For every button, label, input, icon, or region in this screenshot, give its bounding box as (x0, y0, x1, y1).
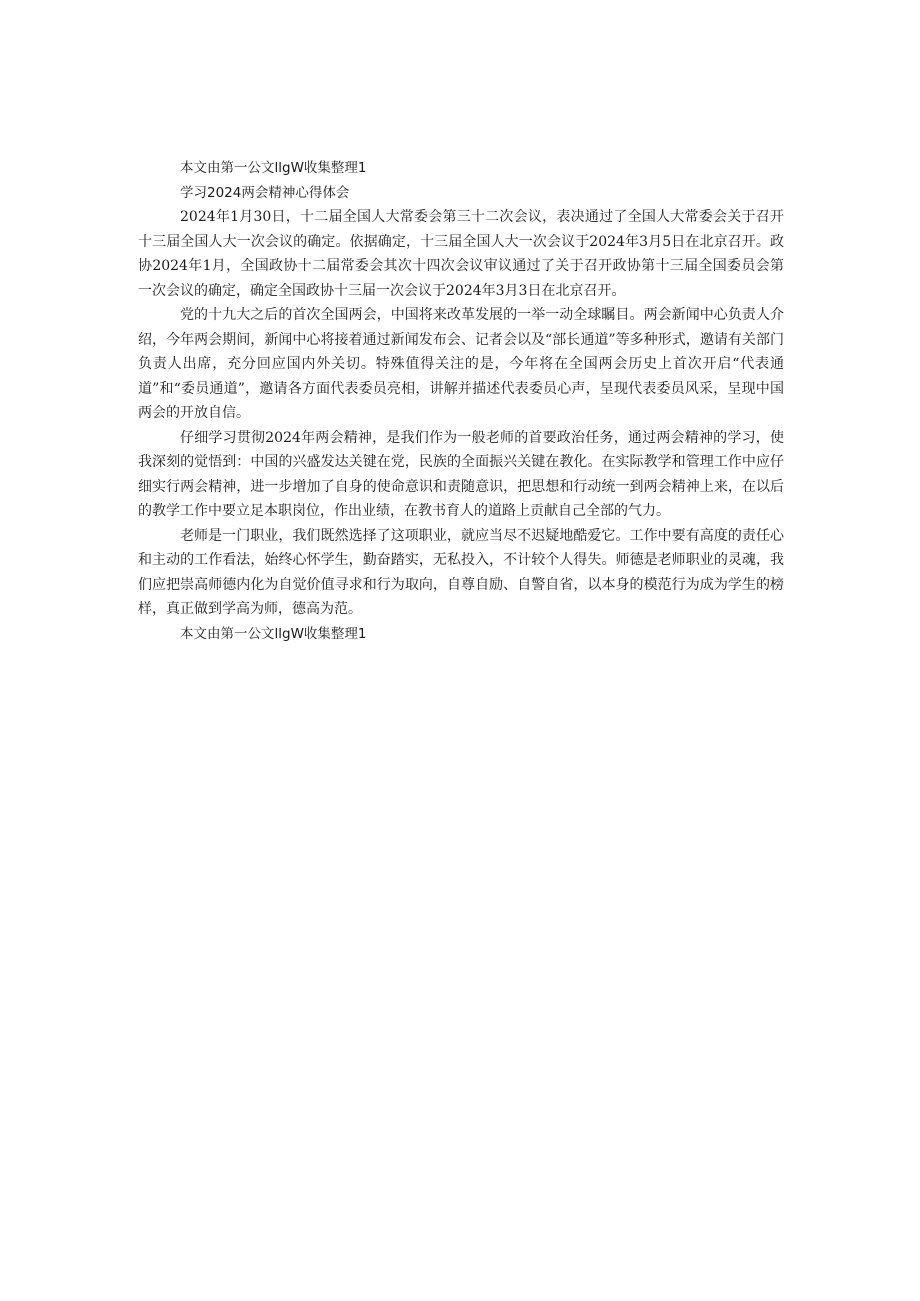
document-title: 学习2024两会精神心得体会 (180, 184, 350, 201)
paragraph-4: 老师是一门职业，我们既然选择了这项职业，就应当尽不迟疑地酷爱它。工作中要有高度的责任心和主动的工作看法，始终心怀学生，勤奋踏实，无私投入，不计较个人得失。师德是老师职业的灵魂，我们应把崇高师德内化为自觉价值寻求和行为取向，自尊自励、自警自省，以本身的模范行为成为学生的榜样，真正做到学高为师，德高为范。 (138, 527, 784, 617)
footer-note: 本文由第一公文llgW收集整理1 (180, 625, 367, 642)
document-page (138, 156, 784, 646)
header-note: 本文由第一公文llgW收集整理1 (180, 160, 367, 176)
paragraph-1: 2024年1月30日，十二届全国人大常委会第三十二次会议，表决通过了全国人大常委会关于召开十三届全国人大一次会议的确定。依据确定，十三届全国人大一次会议于2024年3月5日在北京召开。政协2024年1月，全国政协十二届常委会其次十四次会议审议通过了关于召开政协第十三届全国委员会第一次会议的确定，确定全国政协十三届一次会议于2024年3月3日在北京召开。 (138, 209, 784, 299)
paragraph-2: 党的十九大之后的首次全国两会，中国将来改革发展的一举一动全球瞩目。两会新闻中心负责人介绍，今年两会期间，新闻中心将接着通过新闻发布会、记者会以及“部长通道”等多种形式，邀请有关部门负责人出席，充分回应国内外关切。特殊值得关注的是，今年将在全国两会历史上首次开启“代表通道”和“委员通道”，邀请各方面代表委员亮相，讲解并描述代表委员心声，呈现代表委员风采，呈现中国两会的开放自信。 (138, 307, 784, 421)
paragraph-3: 仔细学习贯彻2024年两会精神，是我们作为一般老师的首要政治任务，通过两会精神的学习，使我深刻的觉悟到：中国的兴盛发达关键在党，民族的全面振兴关键在教化。在实际教学和管理工作中应仔细实行两会精神，进一步增加了自身的使命意识和责随意识，把思想和行动统一到两会精神上来，在以后的教学工作中要立足本职岗位，作出业绩，在教书育人的道路上贡献自己全部的气力。 (138, 429, 784, 519)
